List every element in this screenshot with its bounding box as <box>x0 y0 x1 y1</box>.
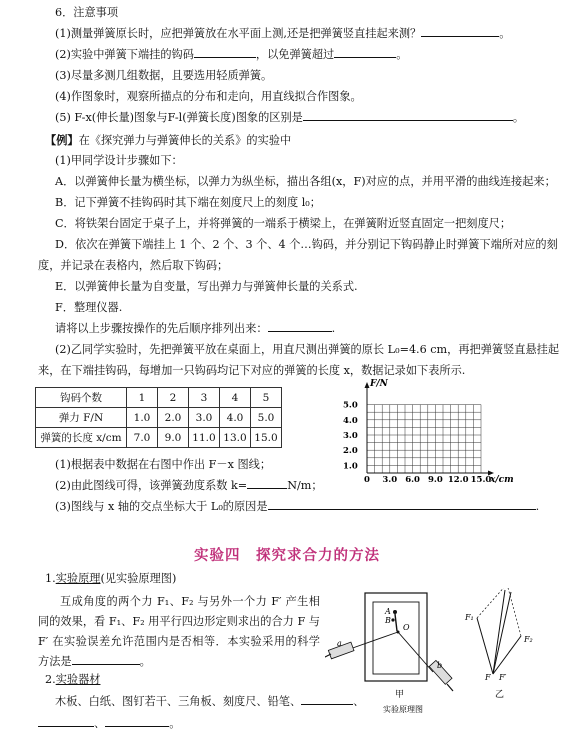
x-tick-label: 6.0 <box>405 475 420 483</box>
principle-end: 。 <box>139 655 151 668</box>
note-5 <box>55 111 556 125</box>
table-cell: 钩码个数 <box>36 388 127 408</box>
y-axis-label: F/N <box>370 379 388 389</box>
pin-a <box>393 610 397 614</box>
table-cell: 4.0 <box>220 408 251 428</box>
note-2-text-a: (2)实验中弹簧下端挂的钩码 <box>55 48 194 61</box>
force-diagram <box>477 588 521 674</box>
table-cell: 4 <box>220 388 251 408</box>
note-2-end: 。 <box>396 48 408 61</box>
note-4: (4)作图象时，观察所描点的分布和走向，用直线拟合作图象。 <box>55 90 362 103</box>
table-cell: 1.0 <box>127 408 158 428</box>
question-3 <box>55 500 556 514</box>
example-intro-text: 在《探究弹力与弹簧伸长的关系》的实验中 <box>78 134 292 147</box>
table-cell: 13.0 <box>220 428 251 448</box>
data-table <box>35 387 282 448</box>
question-1: (1)根据表中数据在右图中作出 F－x 图线； <box>55 458 272 471</box>
label-o: O <box>403 623 410 632</box>
x-tick-label: 9.0 <box>428 475 443 483</box>
answer-blank[interactable] <box>105 726 169 727</box>
principle-num: 1. <box>45 572 56 585</box>
note-1-text: (1)测量弹簧原长时，应把弹簧放在水平面上测,还是把弹簧竖直挂起来测？ <box>55 27 422 40</box>
table-cell: 2.0 <box>158 408 189 428</box>
y-tick-label: 2.0 <box>343 446 358 457</box>
y-tick-label: 4.0 <box>343 415 358 426</box>
y-tick-label: 5.0 <box>343 400 358 411</box>
answer-blank[interactable] <box>303 120 513 121</box>
step-c: C．将铁架台固定于桌子上，并将弹簧的一端系于横梁上，在弹簧附近竖直固定一把刻度尺； <box>55 217 512 230</box>
equipment-end: 。 <box>169 717 181 730</box>
equipment-sep2: 、 <box>94 717 106 730</box>
note-5-end: 。 <box>512 111 525 124</box>
table-cell: 11.0 <box>189 428 220 448</box>
y-tick-label: 3.0 <box>343 431 358 441</box>
principle-title: 实验原理 <box>55 572 101 585</box>
answer-blank[interactable] <box>38 726 94 727</box>
answer-blank[interactable] <box>268 509 536 510</box>
step-f: F．整理仪器. <box>55 301 123 314</box>
principle-body: 互成角度的两个力 F₁、F₂ 与另外一个力 F′ 产生相同的效果，看 F₁、F₂ 用平行四边形定则求出的合力 F 与 F′ 在实验误差允许范围内是否相等．本实验采用的科学方法是 <box>38 595 320 668</box>
x-tick-label: 0 <box>364 475 370 483</box>
principle-note: (见实验原理图) <box>100 572 177 585</box>
figure-caption: 实验原理图 <box>383 705 423 714</box>
step-d: D．依次在弹簧下端挂上 1 个、2 个、3 个、4 个…钩码，并分别记下钩码静止时弹簧下端所对应的刻 <box>55 238 558 251</box>
table-cell: 9.0 <box>158 428 189 448</box>
note-1-end: 。 <box>499 27 511 40</box>
label-jia: 甲 <box>395 690 405 700</box>
label-a: A <box>385 607 391 616</box>
x-tick-label: 3.0 <box>382 475 398 483</box>
label-a-scale: a <box>337 639 342 648</box>
table-cell: 1 <box>127 388 158 408</box>
label-f-prime: F′ <box>499 673 507 682</box>
step-e: E．以弹簧伸长量为自变量，写出弹力与弹簧伸长量的关系式. <box>55 280 358 293</box>
answer-blank[interactable] <box>247 488 287 489</box>
experiment-figure <box>325 588 567 718</box>
principle-heading <box>45 572 556 586</box>
part2-line2: 来，在下端挂钩码，每增加一只钩码均记下对应的弹簧的长度 x，数据记录如下表所示. <box>38 364 466 377</box>
equipment-num: 2. <box>45 673 56 686</box>
step-d-cont: 度，并记录在表格内，然后取下钩码； <box>38 259 229 272</box>
note-5-text: (5) F-x(伸长量)图象与F-l(弹簧长度)图象的区别是 <box>55 111 303 124</box>
order-question <box>55 322 556 336</box>
step-a: A．以弹簧伸长量为横坐标，以弹力为纵坐标，描出各组(x，F)对应的点，并用平滑的曲线连接起来； <box>55 175 556 188</box>
question-3-text: (3)图线与 x 轴的交点坐标大于 L₀的原因是 <box>55 500 268 513</box>
y-tick-label: 1.0 <box>343 461 358 472</box>
example-tag: 【例】 <box>45 133 79 147</box>
order-question-end: . <box>331 322 336 335</box>
table-row <box>36 408 282 428</box>
equipment-line2 <box>38 717 556 731</box>
section4-title: 实验四 探究求合力的方法 <box>194 548 380 564</box>
label-f2: F₂ <box>524 635 533 644</box>
question-2-end: N/m； <box>287 479 323 492</box>
table-cell: 2 <box>158 388 189 408</box>
note-2-text-b: ，以免弹簧超过 <box>255 48 335 61</box>
table-cell: 3 <box>189 388 220 408</box>
answer-blank[interactable] <box>194 57 256 58</box>
label-yi: 乙 <box>495 690 505 700</box>
pin-b <box>391 618 394 621</box>
question-2 <box>55 479 556 493</box>
note-2 <box>55 48 556 62</box>
y-axis-arrow <box>365 382 370 388</box>
answer-blank[interactable] <box>421 36 499 37</box>
table-cell: 3.0 <box>189 408 220 428</box>
label-f: F <box>485 673 491 682</box>
label-b: B <box>385 616 391 625</box>
part1-heading: (1)甲同学设计步骤如下： <box>55 154 183 167</box>
table-cell: 5 <box>251 388 282 408</box>
x-tick-label: 12.0 <box>447 475 469 483</box>
note-3: (3)尽量多测几组数据，且要选用轻质弹簧。 <box>55 69 273 82</box>
label-b-scale: b <box>437 661 443 670</box>
question-3-end: . <box>535 500 540 513</box>
equipment-text: 木板、白纸、图钉若干、三角板、刻度尺、铅笔、 <box>55 695 302 708</box>
note-1 <box>55 27 556 41</box>
step-b: B．记下弹簧不挂钩码时其下端在刻度尺上的刻度 l₀； <box>55 196 321 209</box>
order-question-text: 请将以上步骤按操作的先后顺序排列出来： <box>55 322 268 335</box>
table-cell: 5.0 <box>251 408 282 428</box>
answer-blank[interactable] <box>268 331 332 332</box>
principle-text <box>38 592 320 672</box>
table-cell: 7.0 <box>127 428 158 448</box>
answer-blank[interactable] <box>72 664 140 665</box>
equipment-sep1: 、 <box>353 695 365 708</box>
label-f1: F₁ <box>465 613 474 622</box>
table-cell: 15.0 <box>251 428 282 448</box>
x-tick-label: 15.0 <box>470 475 492 483</box>
part2-line1: (2)乙同学实验时，先把弹簧平放在桌面上，用直尺测出弹簧的原长 L₀=4.6 cm，再把弹簧竖直悬挂起 <box>55 343 560 356</box>
x-axis-label: x/cm <box>490 475 514 483</box>
table-row <box>36 428 282 448</box>
example-intro <box>45 133 556 148</box>
table-cell: 弹簧的长度 x/cm <box>36 428 127 448</box>
board <box>365 593 427 681</box>
table-cell: 弹力 F/N <box>36 408 127 428</box>
equipment-title: 实验器材 <box>55 673 101 686</box>
section6-title: 6．注意事项 <box>55 6 119 19</box>
question-2-text: (2)由此图线可得，该弹簧劲度系数 k= <box>55 479 248 492</box>
table-row <box>36 388 282 408</box>
answer-blank[interactable] <box>334 57 396 58</box>
